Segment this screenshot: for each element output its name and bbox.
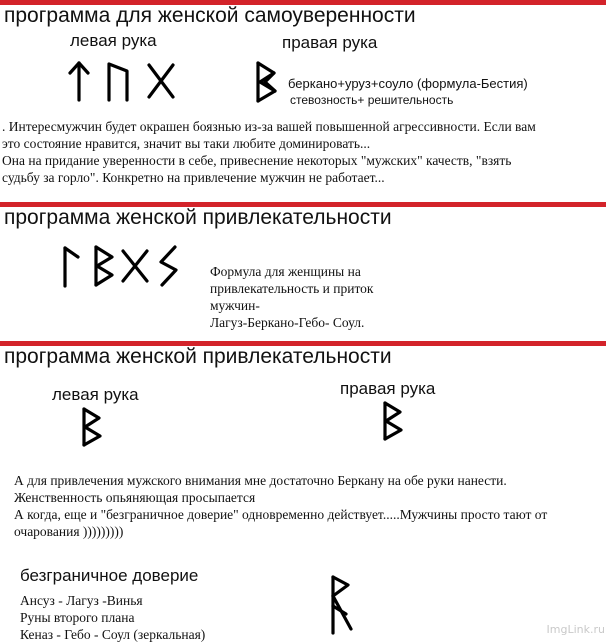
section2-text-line: мужчин- — [210, 298, 260, 313]
section1-right-hand-label: правая рука — [282, 33, 378, 52]
berkano-sowilo-bindrune-icon — [254, 60, 280, 104]
section4-line: Кеназ - Гебо - Соул (зеркальная) — [20, 627, 206, 642]
ansuz-laguz-wunjo-bindrune-icon — [324, 574, 358, 636]
section3-text-line: Женственность опьяняющая просыпается — [14, 490, 256, 505]
tiwaz-rune-icon — [68, 60, 90, 102]
watermark: ImgLink.ru — [546, 623, 605, 636]
berkano-rune-icon — [381, 400, 405, 442]
section3-text-line: А когда, еще и "безграничное доверие" одновременно действует.....Мужчины просто тают от — [14, 507, 548, 522]
section2-text-line: привлекательность и приток — [210, 281, 374, 296]
sowilo-rune-icon — [156, 244, 182, 288]
section4-line: Руны второго плана — [20, 610, 135, 625]
section1-formula-sub: стевозность+ решительность — [290, 93, 454, 107]
section3-title: программа женской привлекательности — [4, 345, 392, 368]
section1-text-line: это состояние нравится, значит вы таки любите доминировать... — [2, 136, 371, 151]
uruz-rune-icon — [106, 60, 130, 102]
section1-title: программа для женской самоуверенности — [4, 4, 416, 27]
section1-text-line: . Интересмужчин будет окрашен боязнью из-за вашей повышенной агрессивности. Если вам — [2, 119, 536, 134]
berkano-rune-icon — [92, 244, 116, 288]
section4-title: безграничное доверие — [20, 566, 199, 585]
section1-formula: беркано+уруз+соуло (формула-Бестия) — [288, 76, 528, 91]
section1-text-line: Она на придание уверенности в себе, привеснение некоторых "мужских" качеств, "взять — [2, 153, 512, 168]
section2-text-line: Лагуз-Беркано-Гебо- Соул. — [210, 315, 365, 330]
section3-text-line: А для привлечения мужского внимания мне достаточно Беркану на обе руки нанести. — [14, 473, 507, 488]
section4-line: Ансуз - Лагуз -Винья — [20, 593, 143, 608]
gebo-rune-icon — [146, 62, 176, 100]
section3-right-hand-label: правая рука — [340, 379, 436, 398]
gebo-rune-icon — [120, 248, 150, 284]
section3-text-line: очарования ))))))))) — [14, 524, 124, 539]
section2-title: программа женской привлекательности — [4, 206, 392, 229]
section2-text-line: Формула для женщины на — [210, 264, 361, 279]
laguz-rune-icon — [60, 244, 82, 288]
section1-left-hand-label: левая рука — [70, 31, 157, 50]
section1-text-line: судьбу за горло". Конкретно на привлечение мужчин не работает... — [2, 170, 385, 185]
berkano-rune-icon — [80, 406, 104, 448]
section3-left-hand-label: левая рука — [52, 385, 139, 404]
